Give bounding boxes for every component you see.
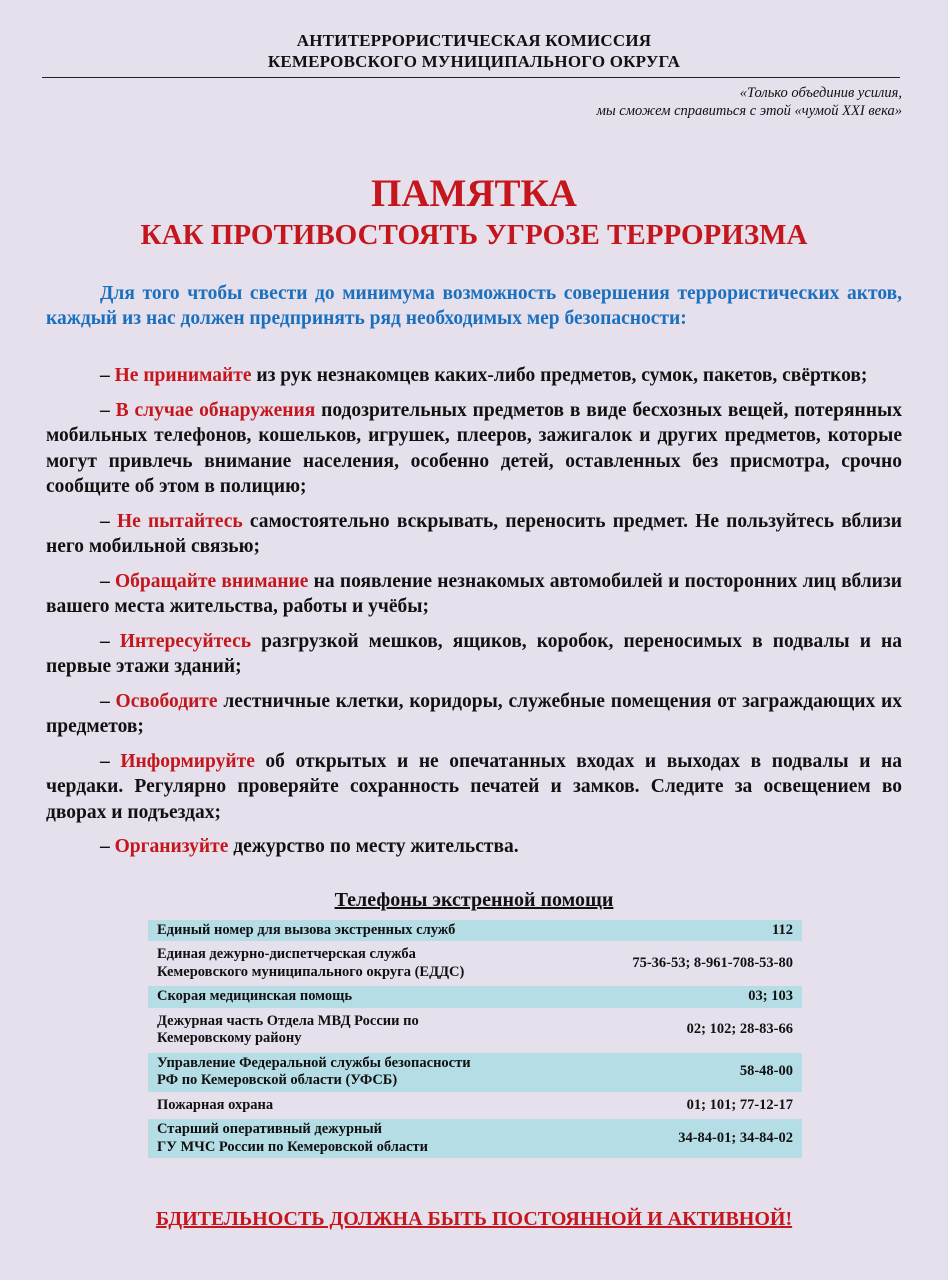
rule-item xyxy=(46,398,902,500)
rule-text: об открытых и не опечатанных входах и выходах в подвалы и на чердаки. Регулярно проверяйте сохранность печатей и замков. Следите за освещением во дворах и подъездах; xyxy=(46,750,903,823)
table-row xyxy=(148,944,802,983)
commission-header xyxy=(0,0,948,72)
rule-text: самостоятельно вскрывать, переносить предмет. Не пользуйтесь вблизи него мобильной связью; xyxy=(46,510,903,557)
table-row xyxy=(148,986,802,1008)
emergency-phones-title: Телефоны экстренной помощи xyxy=(334,888,614,911)
service-name: Старший оперативный дежурный ГУ МЧС России по Кемеровской области xyxy=(148,1119,573,1158)
service-number: 34-84-01; 34-84-02 xyxy=(573,1119,802,1158)
rule-keyword: Не принимайте xyxy=(114,365,252,386)
vigilance-slogan: БДИТЕЛЬНОСТЬ ДОЛЖНА БЫТЬ ПОСТОЯННОЙ И АКТИВНОЙ! xyxy=(155,1208,793,1230)
service-number: 03; 103 xyxy=(573,986,802,1008)
service-number: 01; 101; 77-12-17 xyxy=(686,1096,793,1113)
table-row xyxy=(148,920,802,942)
service-number: 02; 102; 28-83-66 xyxy=(686,1021,793,1038)
rule-text: из рук незнакомцев каких-либо предметов, сумок, пакетов, свёртков; xyxy=(251,365,868,386)
rule-dash: – xyxy=(100,510,117,532)
epigraph-line-1: «Только объединив усилия, xyxy=(739,85,902,101)
service-number: 58-48-00 xyxy=(573,1053,802,1092)
table-row xyxy=(148,1119,802,1158)
rule-text: подозрительных предметов в виде бесхозных вещей, потерянных мобильных телефонов, кошельков, игрушек, плееров, зажигалок и других предметов, которые могут привлечь внимание населения, особенно детей, оставленных без присмотра, срочно сообщите об этом в полицию; xyxy=(46,399,902,497)
rule-item xyxy=(46,749,902,826)
rule-text: разгрузкой мешков, ящиков, коробок, переносимых в подвалы и на первые этажи зданий; xyxy=(46,630,903,677)
rule-item xyxy=(46,629,902,680)
epigraph-line-2: мы сможем справиться с этой «чумой XXI века» xyxy=(596,103,902,119)
rule-keyword: Интересуйтесь xyxy=(119,630,252,652)
epigraph xyxy=(0,84,902,120)
rule-item xyxy=(46,834,902,860)
rule-item xyxy=(46,363,902,389)
commission-name: АНТИТЕРРОРИСТИЧЕСКАЯ КОМИССИЯ xyxy=(296,31,652,50)
rule-item xyxy=(46,569,902,620)
rule-dash: – xyxy=(100,570,115,592)
service-name: Единая дежурно-диспетчерская служба Кемеровского муниципального округа (ЕДДС) xyxy=(157,946,465,980)
rule-keyword: В случае обнаружения xyxy=(115,399,316,421)
rule-keyword: Информируйте xyxy=(120,750,255,772)
rule-text: дежурство по месту жительства. xyxy=(228,836,519,857)
table-row xyxy=(148,1095,802,1117)
header-divider xyxy=(42,77,900,78)
rule-text: на появление незнакомых автомобилей и посторонних лиц вблизи вашего места жительства, работы и учёбы; xyxy=(46,570,902,617)
service-name: Пожарная охрана xyxy=(157,1096,274,1113)
rule-keyword: Обращайте внимание xyxy=(114,570,309,592)
rule-dash: – xyxy=(100,630,120,652)
service-name: Скорая медицинская помощь xyxy=(148,986,573,1008)
service-name: Дежурная часть Отдела МВД России по Кемеровскому району xyxy=(157,1012,419,1046)
rule-keyword: Организуйте xyxy=(114,836,229,857)
table-row xyxy=(148,1053,802,1092)
rule-dash: – xyxy=(100,836,115,857)
service-number: 112 xyxy=(573,920,802,942)
page-subtitle: КАК ПРОТИВОСТОЯТЬ УГРОЗЕ ТЕРРОРИЗМА xyxy=(140,219,808,251)
rule-item xyxy=(46,509,902,560)
district-name: КЕМЕРОВСКОГО МУНИЦИПАЛЬНОГО ОКРУГА xyxy=(267,52,681,71)
service-name: Единый номер для вызова экстренных служб xyxy=(148,920,573,942)
rule-dash: – xyxy=(100,365,115,386)
rule-dash: – xyxy=(100,690,116,712)
safety-rules-list xyxy=(46,363,902,860)
service-name: Управление Федеральной службы безопасности РФ по Кемеровской области (УФСБ) xyxy=(148,1053,573,1092)
table-row xyxy=(148,1011,802,1050)
rule-dash: – xyxy=(100,750,121,772)
rule-keyword: Освободите xyxy=(115,690,218,712)
page-title: ПАМЯТКА xyxy=(371,172,577,215)
rule-dash: – xyxy=(100,399,116,421)
rule-keyword: Не пытайтесь xyxy=(116,510,243,532)
service-number: 75-36-53; 8-961-708-53-80 xyxy=(632,954,793,971)
intro-paragraph: Для того чтобы свести до минимума возможность совершения террористических актов, каждый из нас должен предпринять ряд необходимых мер безопасности: xyxy=(46,283,902,329)
rule-item xyxy=(46,689,902,740)
emergency-phones-table xyxy=(148,920,802,1159)
rule-text: лестничные клетки, коридоры, служебные помещения от заграждающих их предметов; xyxy=(46,690,903,737)
